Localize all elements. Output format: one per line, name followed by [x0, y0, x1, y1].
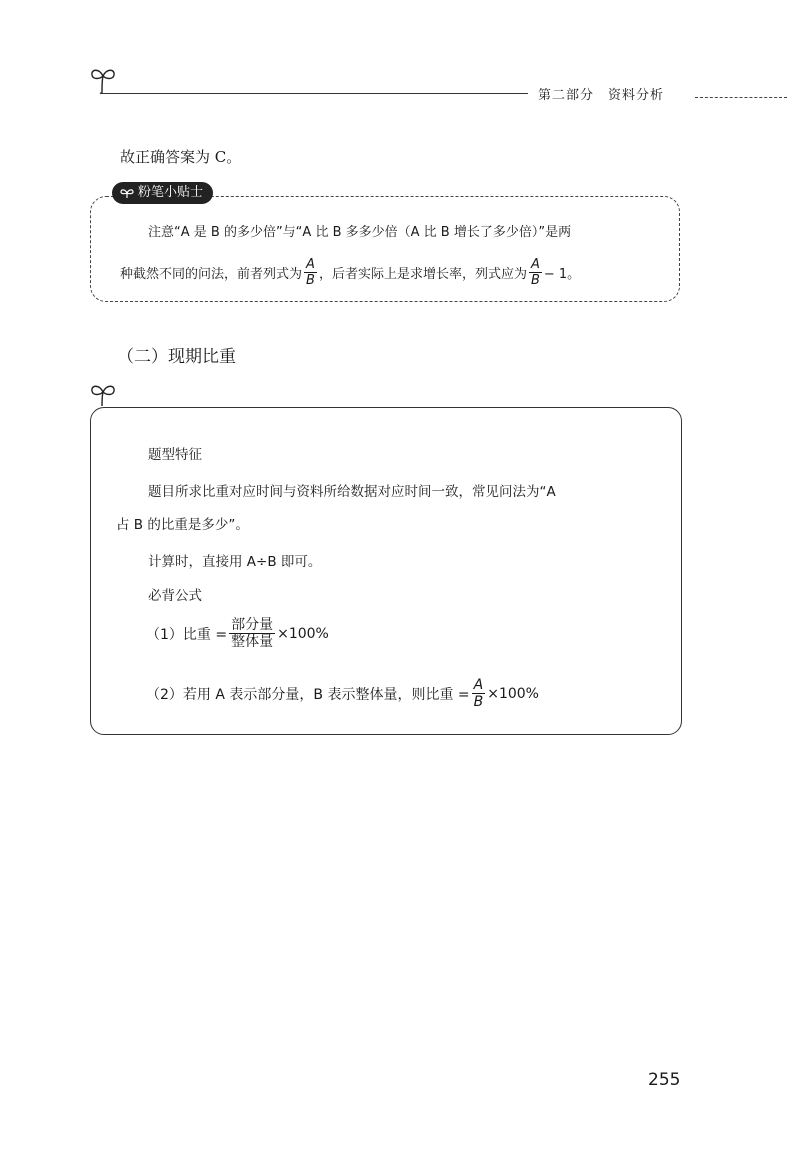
formula-2: [146, 678, 539, 709]
tip-text-line: 注意“A 是 B 的多少倍”与“A 比 B 多多少倍（A 比 B 增长了多少倍）”是两: [148, 225, 572, 240]
box-title: 题型特征: [148, 447, 202, 463]
fraction-denominator: 整体量: [231, 634, 274, 650]
header-rule-dashed: [695, 97, 787, 98]
tip-text-line: [120, 258, 580, 287]
fraction-a-over-b: [304, 258, 317, 287]
formula-text: ×100%: [277, 625, 329, 642]
fraction: [472, 678, 486, 709]
fraction-numerator: A: [473, 677, 484, 693]
box-subheading: 必背公式: [148, 588, 202, 604]
box-paragraph: 占 B 的比重是多少”。: [116, 517, 249, 533]
tip-tag: [112, 182, 213, 204]
fraction: [229, 618, 275, 649]
tip-tag-label: 粉笔小贴士: [138, 185, 204, 200]
page-number: 255: [648, 1070, 681, 1090]
fraction-denominator: B: [530, 273, 540, 288]
fraction-a-over-b: [529, 258, 542, 287]
fraction-denominator: B: [306, 273, 315, 288]
header-title: 第二部分 资料分析: [538, 88, 665, 103]
section-heading: （二）现期比重: [117, 347, 236, 367]
tip-text-segment: ，后者实际上是求增长率，列式应为: [318, 267, 527, 282]
box-paragraph: 题目所求比重对应时间与资料所给数据对应时间一致，常见问法为“A: [148, 484, 556, 500]
sprout-icon: [120, 187, 134, 199]
formula-text: ×100%: [487, 685, 539, 702]
fraction-numerator: A: [306, 257, 315, 272]
tip-text-segment: − 1。: [543, 267, 581, 282]
fraction-numerator: A: [530, 257, 540, 272]
formula-text: （1）比重 =: [146, 626, 228, 643]
tip-text-segment: 种截然不同的问法，前者列式为: [120, 267, 303, 282]
answer-line: 故正确答案为 C。: [120, 148, 242, 166]
header-rule: [100, 93, 528, 94]
fraction-denominator: B: [473, 694, 484, 710]
formula-1: [146, 618, 329, 649]
fraction-numerator: 部分量: [231, 617, 274, 633]
box-paragraph: 计算时，直接用 A÷B 即可。: [148, 554, 322, 570]
formula-text: （2）若用 A 表示部分量，B 表示整体量，则比重 =: [146, 686, 470, 703]
